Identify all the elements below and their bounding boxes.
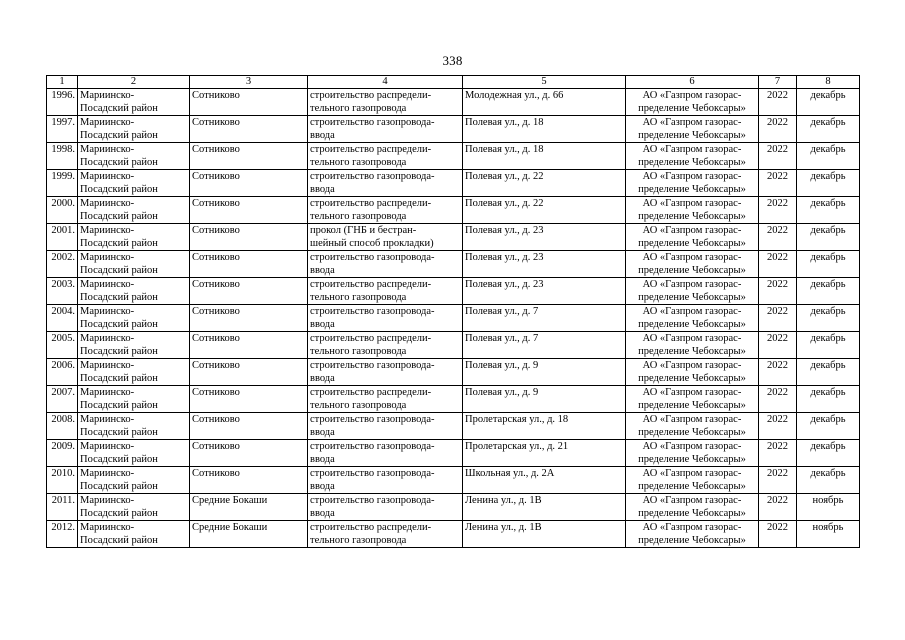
district-cell [78,224,190,251]
table-row [47,521,860,548]
column-number-header: 4 [308,76,463,89]
organization-cell [626,278,759,305]
row-number: 2001. [47,224,78,251]
work-type-cell [308,494,463,521]
cell-line: Мариинско- [80,387,135,398]
year-cell: 2022 [759,224,797,251]
district-cell [78,278,190,305]
cell-line: Мариинско- [80,495,135,506]
year-cell: 2022 [759,143,797,170]
district-cell [78,89,190,116]
column-number-header: 1 [47,76,78,89]
cell-line: Мариинско- [80,279,135,290]
cell-line: Мариинско- [80,225,135,236]
cell-line: пределение Чебоксары» [638,238,746,249]
settlement-cell: Сотниково [190,251,308,278]
table-row [47,224,860,251]
cell-line: шейный способ прокладки) [310,238,434,249]
table-row [47,251,860,278]
cell-line: строительство распредели- [310,198,432,209]
year-cell: 2022 [759,386,797,413]
month-cell: декабрь [797,89,860,116]
work-type-cell [308,332,463,359]
cell-line: строительство распредели- [310,333,432,344]
cell-line: пределение Чебоксары» [638,508,746,519]
cell-line: Посадский район [80,319,158,330]
table-row [47,143,860,170]
cell-line: Посадский район [80,130,158,141]
cell-line: Посадский район [80,346,158,357]
work-type-cell [308,521,463,548]
cell-line: ввода [310,184,335,195]
cell-line: АО «Газпром газорас- [642,441,742,452]
month-cell: ноябрь [797,494,860,521]
cell-line: тельного газопровода [310,535,407,546]
work-type-cell [308,440,463,467]
cell-line: Мариинско- [80,198,135,209]
row-number: 2006. [47,359,78,386]
organization-cell [626,305,759,332]
year-cell: 2022 [759,251,797,278]
cell-line: Мариинско- [80,414,135,425]
table-row [47,440,860,467]
organization-cell [626,494,759,521]
year-cell: 2022 [759,89,797,116]
organization-cell [626,386,759,413]
row-number: 2000. [47,197,78,224]
cell-line: тельного газопровода [310,346,407,357]
address-cell: Ленина ул., д. 1В [463,521,626,548]
district-cell [78,386,190,413]
row-number: 2007. [47,386,78,413]
settlement-cell: Сотниково [190,305,308,332]
year-cell: 2022 [759,494,797,521]
district-cell [78,494,190,521]
year-cell: 2022 [759,116,797,143]
cell-line: ввода [310,454,335,465]
cell-line: строительство распредели- [310,90,432,101]
address-cell: Полевая ул., д. 9 [463,386,626,413]
cell-line: Посадский район [80,535,158,546]
cell-line: Мариинско- [80,144,135,155]
settlement-cell: Сотниково [190,386,308,413]
cell-line: тельного газопровода [310,292,407,303]
work-type-cell [308,305,463,332]
address-cell: Ленина ул., д. 1В [463,494,626,521]
table-row [47,467,860,494]
month-cell: декабрь [797,224,860,251]
month-cell: декабрь [797,413,860,440]
cell-line: ввода [310,481,335,492]
year-cell: 2022 [759,305,797,332]
district-cell [78,332,190,359]
cell-line: строительство газопровода- [310,441,435,452]
month-cell: ноябрь [797,521,860,548]
cell-line: Посадский район [80,157,158,168]
row-number: 2012. [47,521,78,548]
organization-cell [626,224,759,251]
cell-line: Посадский район [80,373,158,384]
cell-line: Посадский район [80,292,158,303]
cell-line: АО «Газпром газорас- [642,171,742,182]
cell-line: Посадский район [80,103,158,114]
cell-line: АО «Газпром газорас- [642,279,742,290]
table-row [47,170,860,197]
work-type-cell [308,89,463,116]
cell-line: тельного газопровода [310,211,407,222]
cell-line: пределение Чебоксары» [638,103,746,114]
organization-cell [626,251,759,278]
cell-line: Посадский район [80,184,158,195]
cell-line: АО «Газпром газорас- [642,306,742,317]
settlement-cell: Сотниково [190,440,308,467]
month-cell: декабрь [797,116,860,143]
cell-line: Мариинско- [80,90,135,101]
cell-line: Посадский район [80,454,158,465]
column-number-header: 2 [78,76,190,89]
cell-line: АО «Газпром газорас- [642,360,742,371]
table-row [47,89,860,116]
cell-line: ввода [310,373,335,384]
row-number: 2011. [47,494,78,521]
settlement-cell: Средние Бокаши [190,494,308,521]
cell-line: ввода [310,508,335,519]
month-cell: декабрь [797,386,860,413]
cell-line: Посадский район [80,211,158,222]
cell-line: Посадский район [80,427,158,438]
cell-line: строительство газопровода- [310,468,435,479]
cell-line: пределение Чебоксары» [638,211,746,222]
cell-line: пределение Чебоксары» [638,481,746,492]
work-type-cell [308,116,463,143]
cell-line: Посадский район [80,265,158,276]
table-row [47,359,860,386]
district-cell [78,116,190,143]
cell-line: Мариинско- [80,441,135,452]
page-number: 338 [442,53,463,68]
cell-line: пределение Чебоксары» [638,292,746,303]
cell-line: АО «Газпром газорас- [642,333,742,344]
row-number: 2004. [47,305,78,332]
cell-line: АО «Газпром газорас- [642,252,742,263]
address-cell: Полевая ул., д. 22 [463,170,626,197]
address-cell: Полевая ул., д. 7 [463,305,626,332]
settlement-cell: Сотниково [190,170,308,197]
cell-line: пределение Чебоксары» [638,184,746,195]
work-type-cell [308,197,463,224]
row-number: 2008. [47,413,78,440]
cell-line: пределение Чебоксары» [638,157,746,168]
cell-line: пределение Чебоксары» [638,373,746,384]
row-number: 1997. [47,116,78,143]
cell-line: Мариинско- [80,306,135,317]
column-number-header: 7 [759,76,797,89]
cell-line: АО «Газпром газорас- [642,198,742,209]
organization-cell [626,170,759,197]
cell-line: Мариинско- [80,468,135,479]
cell-line: АО «Газпром газорас- [642,387,742,398]
district-cell [78,170,190,197]
settlement-cell: Сотниково [190,116,308,143]
organization-cell [626,440,759,467]
month-cell: декабрь [797,143,860,170]
cell-line: Посадский район [80,481,158,492]
month-cell: декабрь [797,467,860,494]
row-number: 2010. [47,467,78,494]
month-cell: декабрь [797,332,860,359]
table-row [47,332,860,359]
month-cell: декабрь [797,197,860,224]
work-type-cell [308,359,463,386]
settlement-cell: Сотниково [190,278,308,305]
cell-line: строительство распредели- [310,522,432,533]
year-cell: 2022 [759,440,797,467]
work-type-cell [308,278,463,305]
cell-line: АО «Газпром газорас- [642,117,742,128]
cell-line: прокол (ГНБ и бестран- [310,225,417,236]
cell-line: ввода [310,319,335,330]
district-cell [78,467,190,494]
organization-cell [626,197,759,224]
cell-line: Посадский район [80,400,158,411]
month-cell: декабрь [797,170,860,197]
row-number: 2005. [47,332,78,359]
cell-line: строительство газопровода- [310,306,435,317]
address-cell: Полевая ул., д. 23 [463,224,626,251]
settlement-cell: Сотниково [190,332,308,359]
cell-line: ввода [310,130,335,141]
year-cell: 2022 [759,332,797,359]
cell-line: АО «Газпром газорас- [642,414,742,425]
column-number-header-row [47,76,860,89]
year-cell: 2022 [759,359,797,386]
settlement-cell: Сотниково [190,197,308,224]
organization-cell [626,467,759,494]
settlement-cell: Сотниково [190,224,308,251]
cell-line: строительство газопровода- [310,171,435,182]
month-cell: декабрь [797,359,860,386]
row-number: 1999. [47,170,78,197]
work-type-cell [308,251,463,278]
settlement-cell: Сотниково [190,413,308,440]
organization-cell [626,413,759,440]
row-number: 1996. [47,89,78,116]
cell-line: Мариинско- [80,522,135,533]
organization-cell [626,521,759,548]
organization-cell [626,359,759,386]
year-cell: 2022 [759,197,797,224]
table-row [47,278,860,305]
cell-line: строительство газопровода- [310,360,435,371]
month-cell: декабрь [797,278,860,305]
cell-line: АО «Газпром газорас- [642,144,742,155]
cell-line: пределение Чебоксары» [638,346,746,357]
cell-line: строительство распредели- [310,387,432,398]
cell-line: АО «Газпром газорас- [642,90,742,101]
cell-line: АО «Газпром газорас- [642,468,742,479]
cell-line: Посадский район [80,238,158,249]
table-row [47,116,860,143]
cell-line: Мариинско- [80,333,135,344]
address-cell: Полевая ул., д. 23 [463,278,626,305]
cell-line: строительство распредели- [310,144,432,155]
table-row [47,305,860,332]
work-type-cell [308,467,463,494]
cell-line: строительство распредели- [310,279,432,290]
work-type-cell [308,224,463,251]
cell-line: ввода [310,265,335,276]
year-cell: 2022 [759,278,797,305]
settlement-cell: Сотниково [190,359,308,386]
cell-line: пределение Чебоксары» [638,535,746,546]
table-row [47,494,860,521]
cell-line: АО «Газпром газорас- [642,522,742,533]
address-cell: Полевая ул., д. 18 [463,116,626,143]
cell-line: Мариинско- [80,252,135,263]
cell-line: пределение Чебоксары» [638,400,746,411]
table-row [47,386,860,413]
cell-line: пределение Чебоксары» [638,319,746,330]
district-cell [78,143,190,170]
gas-works-table [46,75,860,548]
cell-line: тельного газопровода [310,157,407,168]
year-cell: 2022 [759,521,797,548]
address-cell: Полевая ул., д. 22 [463,197,626,224]
table-row [47,197,860,224]
table-row [47,413,860,440]
cell-line: ввода [310,427,335,438]
row-number: 2002. [47,251,78,278]
cell-line: пределение Чебоксары» [638,454,746,465]
year-cell: 2022 [759,170,797,197]
address-cell: Полевая ул., д. 9 [463,359,626,386]
organization-cell [626,89,759,116]
cell-line: АО «Газпром газорас- [642,225,742,236]
address-cell: Школьная ул., д. 2А [463,467,626,494]
address-cell: Полевая ул., д. 18 [463,143,626,170]
column-number-header: 8 [797,76,860,89]
cell-line: Посадский район [80,508,158,519]
year-cell: 2022 [759,467,797,494]
district-cell [78,197,190,224]
row-number: 2009. [47,440,78,467]
district-cell [78,413,190,440]
cell-line: Мариинско- [80,171,135,182]
work-type-cell [308,413,463,440]
organization-cell [626,332,759,359]
organization-cell [626,143,759,170]
district-cell [78,251,190,278]
cell-line: Мариинско- [80,117,135,128]
organization-cell [626,116,759,143]
column-number-header: 5 [463,76,626,89]
address-cell: Пролетарская ул., д. 21 [463,440,626,467]
settlement-cell: Сотниково [190,143,308,170]
work-type-cell [308,386,463,413]
address-cell: Полевая ул., д. 23 [463,251,626,278]
cell-line: строительство газопровода- [310,495,435,506]
address-cell: Пролетарская ул., д. 18 [463,413,626,440]
column-number-header: 3 [190,76,308,89]
cell-line: пределение Чебоксары» [638,265,746,276]
cell-line: АО «Газпром газорас- [642,495,742,506]
month-cell: декабрь [797,305,860,332]
work-type-cell [308,170,463,197]
year-cell: 2022 [759,413,797,440]
cell-line: пределение Чебоксары» [638,427,746,438]
district-cell [78,440,190,467]
column-number-header: 6 [626,76,759,89]
cell-line: тельного газопровода [310,103,407,114]
month-cell: декабрь [797,251,860,278]
cell-line: строительство газопровода- [310,117,435,128]
settlement-cell: Средние Бокаши [190,521,308,548]
row-number: 1998. [47,143,78,170]
cell-line: пределение Чебоксары» [638,130,746,141]
district-cell [78,521,190,548]
district-cell [78,305,190,332]
cell-line: строительство газопровода- [310,414,435,425]
settlement-cell: Сотниково [190,467,308,494]
cell-line: тельного газопровода [310,400,407,411]
district-cell [78,359,190,386]
address-cell: Полевая ул., д. 7 [463,332,626,359]
cell-line: строительство газопровода- [310,252,435,263]
work-type-cell [308,143,463,170]
settlement-cell: Сотниково [190,89,308,116]
row-number: 2003. [47,278,78,305]
cell-line: Мариинско- [80,360,135,371]
month-cell: декабрь [797,440,860,467]
address-cell: Молодежная ул., д. 66 [463,89,626,116]
